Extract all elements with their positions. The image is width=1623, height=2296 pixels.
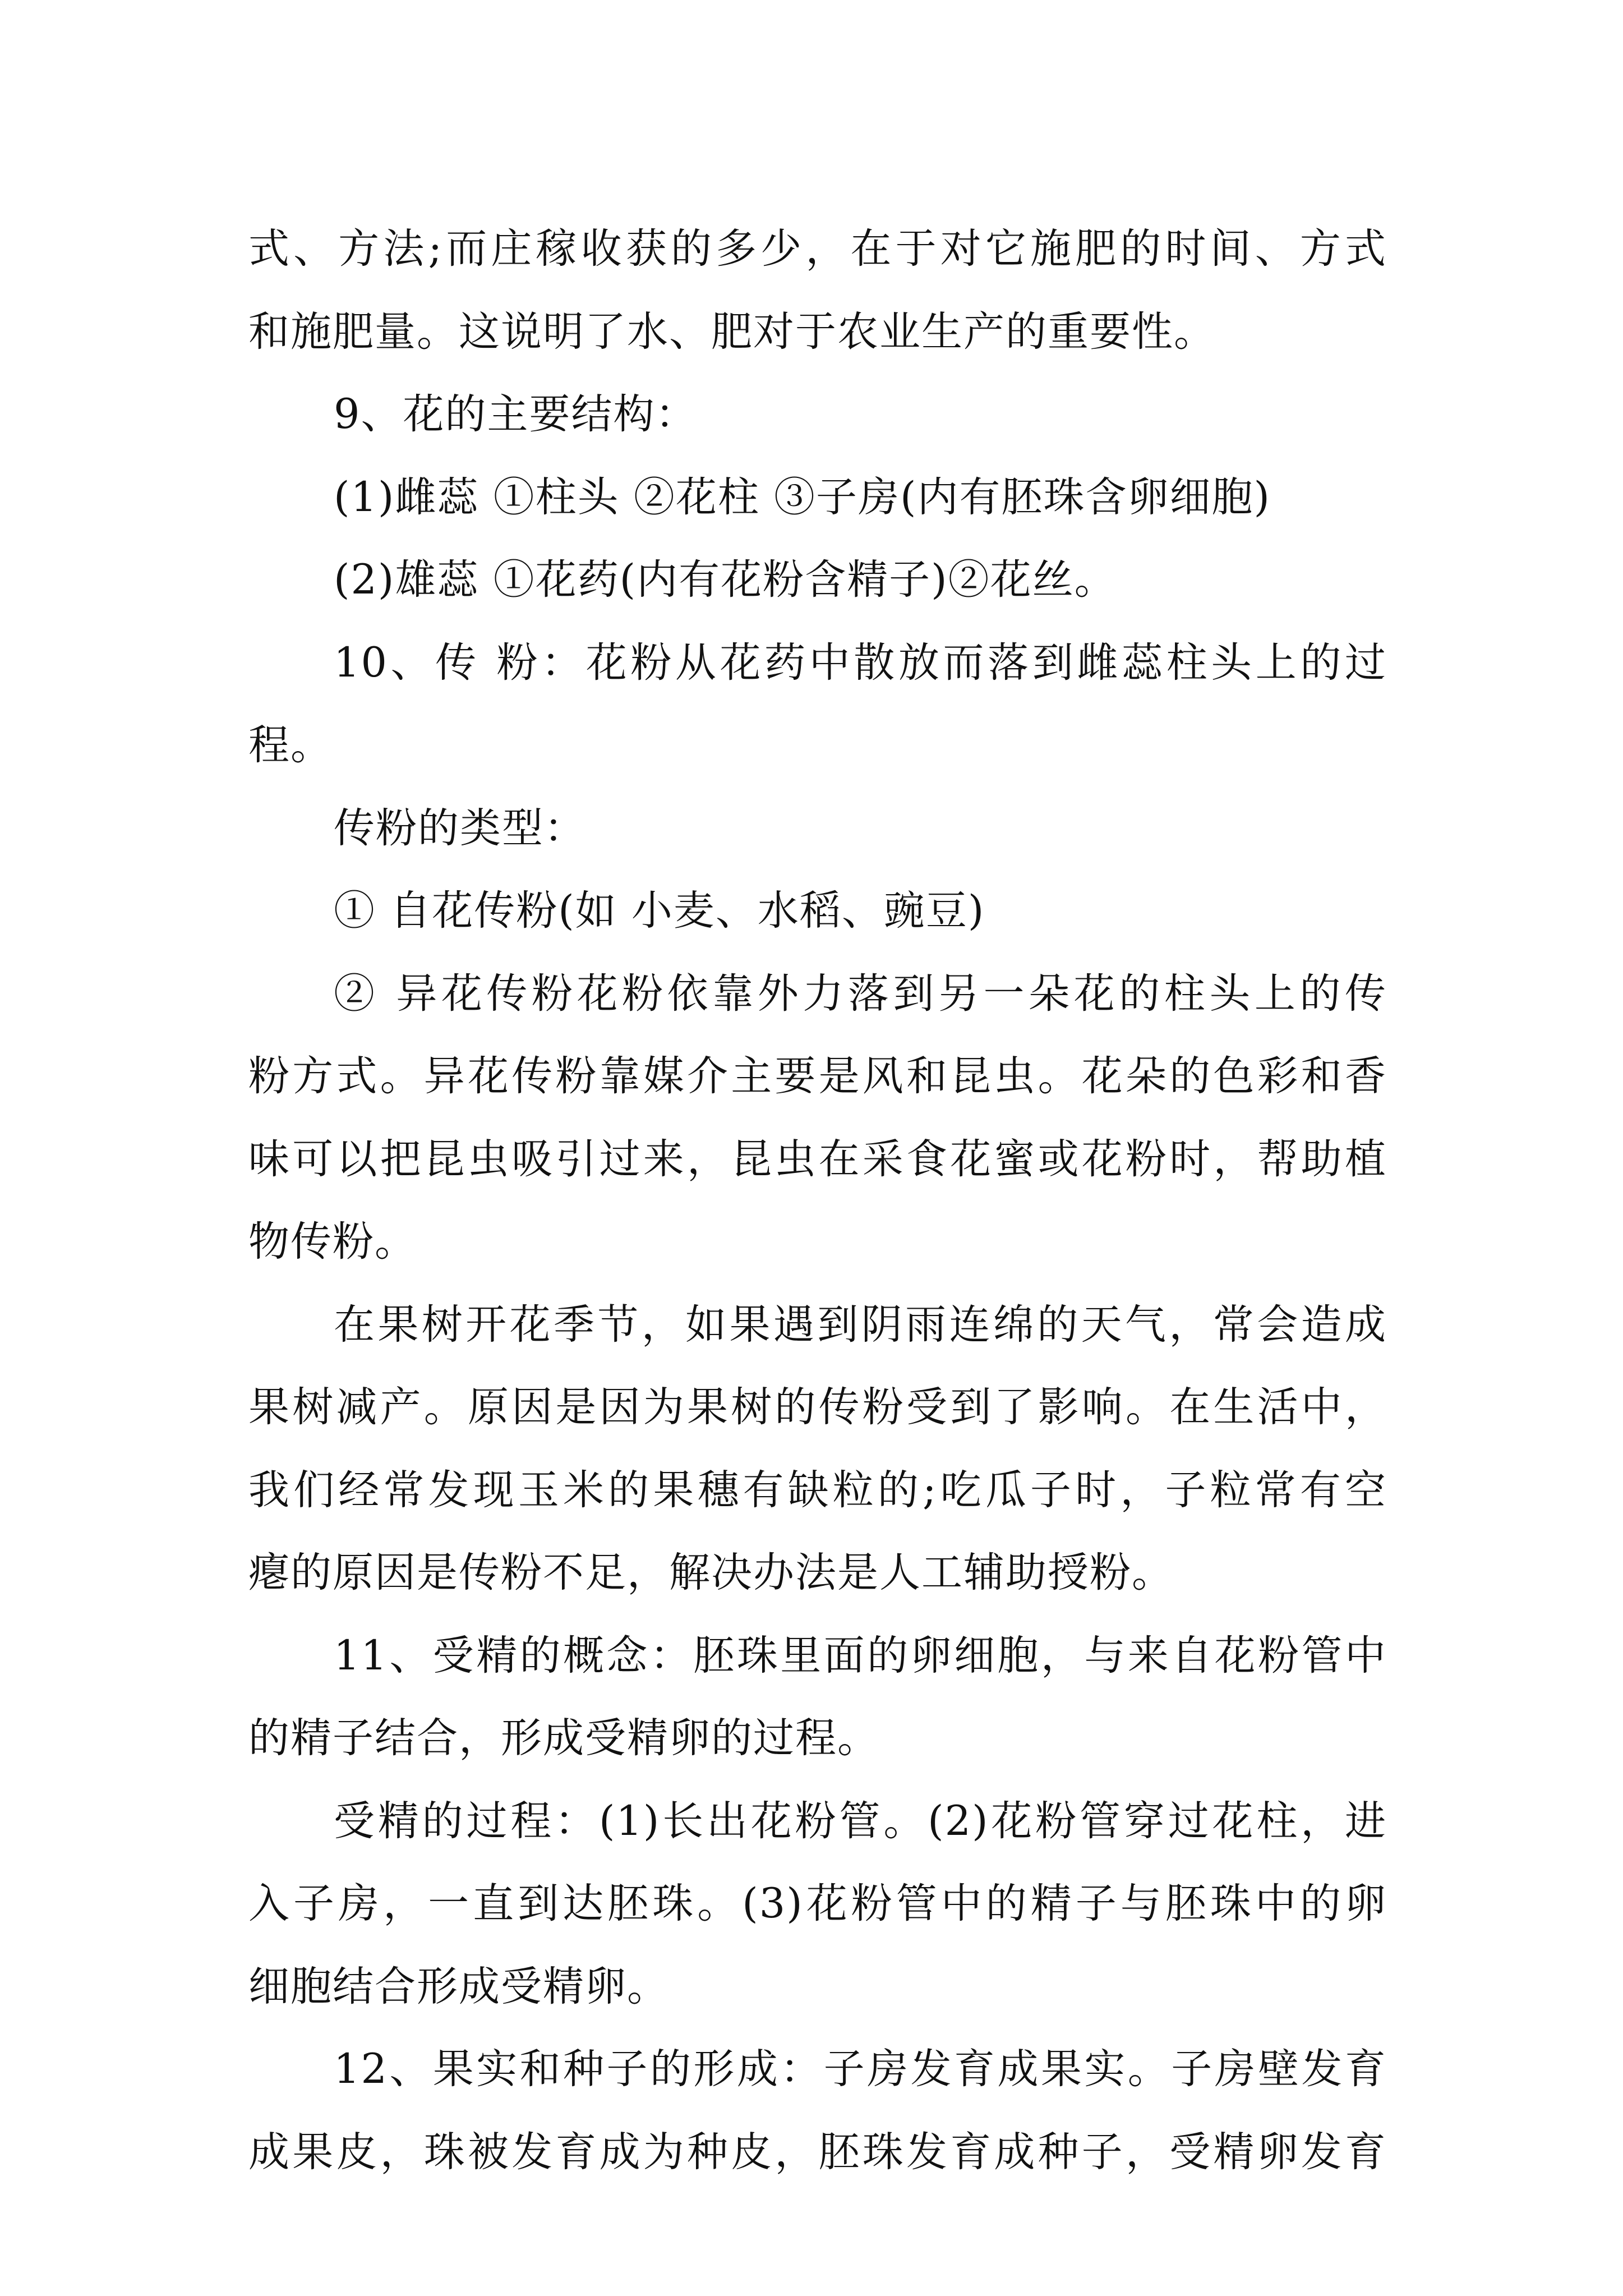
text-line: 物传粉。 xyxy=(248,1218,417,1266)
text-line: 粉方式。异花传粉靠媒介主要是风和昆虫。花朵的色彩和香 xyxy=(248,1052,1387,1100)
section-heading: 11、受精的概念：胚珠里面的卵细胞，与来自花粉管中 xyxy=(334,1631,1387,1680)
section-heading: 10、传 粉：花粉从花药中散放而落到雌蕊柱头上的过 xyxy=(334,638,1387,687)
text-line: 和施肥量。这说明了水、肥对于农业生产的重要性。 xyxy=(248,307,1216,356)
text-line: (1)雌蕊 ①柱头 ②花柱 ③子房(内有胚珠含卵细胞) xyxy=(334,473,1271,521)
subheading: 传粉的类型： xyxy=(334,804,586,852)
text-line: 成果皮，珠被发育成为种皮，胚珠发育成种子，受精卵发育 xyxy=(248,2128,1387,2176)
text-line: 味可以把昆虫吸引过来，昆虫在采食花蜜或花粉时，帮助植 xyxy=(248,1135,1387,1183)
text-line: 的精子结合，形成受精卵的过程。 xyxy=(248,1714,879,1762)
section-heading: 12、果实和种子的形成：子房发育成果实。子房壁发育 xyxy=(334,2045,1387,2093)
section-heading: 9、花的主要结构： xyxy=(334,390,698,438)
document-body xyxy=(248,208,1387,2193)
text-line: ② 异花传粉花粉依靠外力落到另一朵花的柱头上的传 xyxy=(334,969,1387,1018)
text-line: 我们经常发现玉米的果穗有缺粒的;吃瓜子时，子粒常有空 xyxy=(248,1466,1387,1514)
text-line: 式、方法;而庄稼收获的多少，在于对它施肥的时间、方式 xyxy=(248,225,1387,273)
text-line: ① 自花传粉(如 小麦、水稻、豌豆) xyxy=(334,887,985,935)
text-line: 入子房，一直到达胚珠。(3)花粉管中的精子与胚珠中的卵 xyxy=(248,1880,1387,1927)
text-line: 受精的过程：(1)长出花粉管。(2)花粉管穿过花柱，进 xyxy=(334,1797,1387,1845)
text-line: 果树减产。原因是因为果树的传粉受到了影响。在生活中， xyxy=(248,1383,1387,1431)
text-line: (2)雄蕊 ①花药(内有花粉含精子)②花丝。 xyxy=(334,556,1117,604)
text-line: 瘪的原因是传粉不足，解决办法是人工辅助授粉。 xyxy=(248,1549,1174,1596)
text-line: 程。 xyxy=(248,721,333,769)
text-line: 细胞结合形成受精卵。 xyxy=(248,1962,669,2010)
text-line: 在果树开花季节，如果遇到阴雨连绵的天气，常会造成 xyxy=(334,1300,1387,1349)
